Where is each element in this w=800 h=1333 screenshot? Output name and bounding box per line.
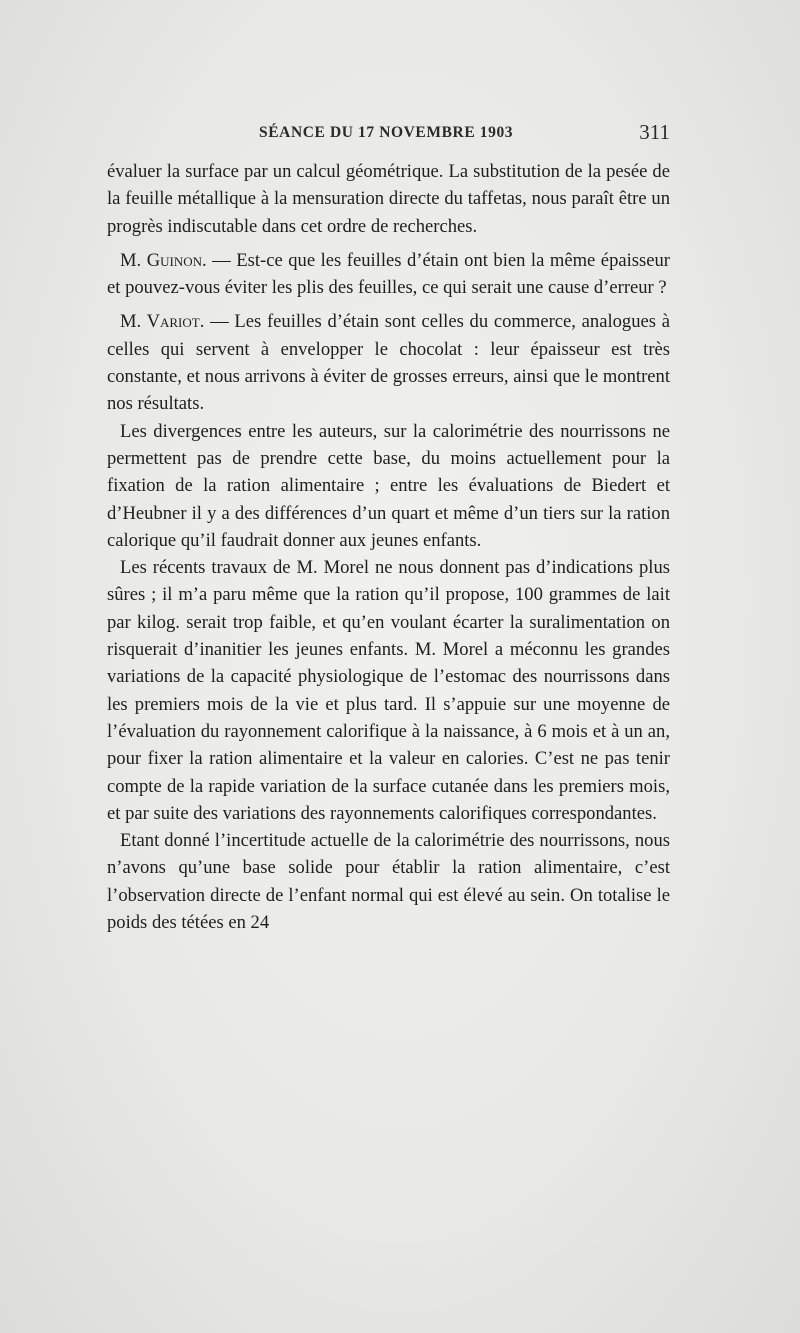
paragraph-conclusion [107, 827, 670, 936]
speaker-name: M. Variot. [120, 311, 205, 333]
paragraph-text: Les divergences entre les auteurs, sur la calorimétrie des nourrissons ne permettent pas de prendre cette base, du moins actuellement pour la fixation de la ration alimentaire ; entre les évaluations de Biedert et d’Heubner il y a des différences d’un quart et même d’un tiers sur la ration calorique qu’il faudrait donner aux jeunes enfants. [107, 420, 670, 551]
paragraph-text: Etant donné l’incertitude actuelle de la calorimétrie des nourrissons, nous n’avons qu’une base solide pour établir la ration alimentaire, c’est l’observation directe de l’enfant normal qui est élevé au sein. On totalise le poids des tétées en 24 [107, 830, 670, 934]
paragraph-text: — Est-ce que les feuilles d’étain ont bien la même épaisseur et pouvez-vous éviter les plis des feuilles, ce qui serait une cause d’erreur ? [107, 249, 670, 299]
page-number: 311 [639, 120, 670, 144]
paragraph-variot [107, 308, 670, 417]
speaker-name: M. Guinon. [120, 249, 207, 271]
paragraph-text: — Les feuilles d’étain sont celles du commerce, analogues à celles qui servent à envelopper le chocolat : leur épaisseur est très constante, et nous arrivons à éviter de grosses erreurs, ainsi que le montrent nos résultats. [107, 311, 670, 415]
running-head: SÉANCE DU 17 NOVEMBRE 1903 [259, 124, 514, 141]
paragraph-morel [107, 554, 670, 827]
page-header [107, 120, 670, 150]
paragraph-text: évaluer la surface par un calcul géométrique. La substitution de la pesée de la feuille métallique à la mensuration directe du taffetas, nous paraît être un progrès indiscutable dans cet ordre de recherches. [107, 161, 670, 237]
body-text [107, 158, 670, 936]
paragraph-intro [107, 158, 670, 240]
paragraph-text: Les récents travaux de M. Morel ne nous donnent pas d’indications plus sûres ; il m’a paru même que la ration qu’il propose, 100 grammes de lait par kilog. serait trop faible, et qu’en voulant écarter la suralimentation on risquerait d’inanitier les jeunes enfants. M. Morel a méconnu les grandes variations de la capacité physiologique de l’estomac des nourrissons dans les premiers mois de la vie et plus tard. Il s’appuie sur une moyenne de l’évaluation du rayonnement calorifique à la naissance, à 6 mois et à un an, pour fixer la ration alimentaire et la valeur en calories. C’est ne pas tenir compte de la rapide variation de la surface cutanée dans les premiers mois, et par suite des variations des rayonnements calorifiques correspondantes. [107, 557, 670, 824]
paragraph-divergences [107, 418, 670, 554]
paragraph-guinon [107, 247, 670, 302]
